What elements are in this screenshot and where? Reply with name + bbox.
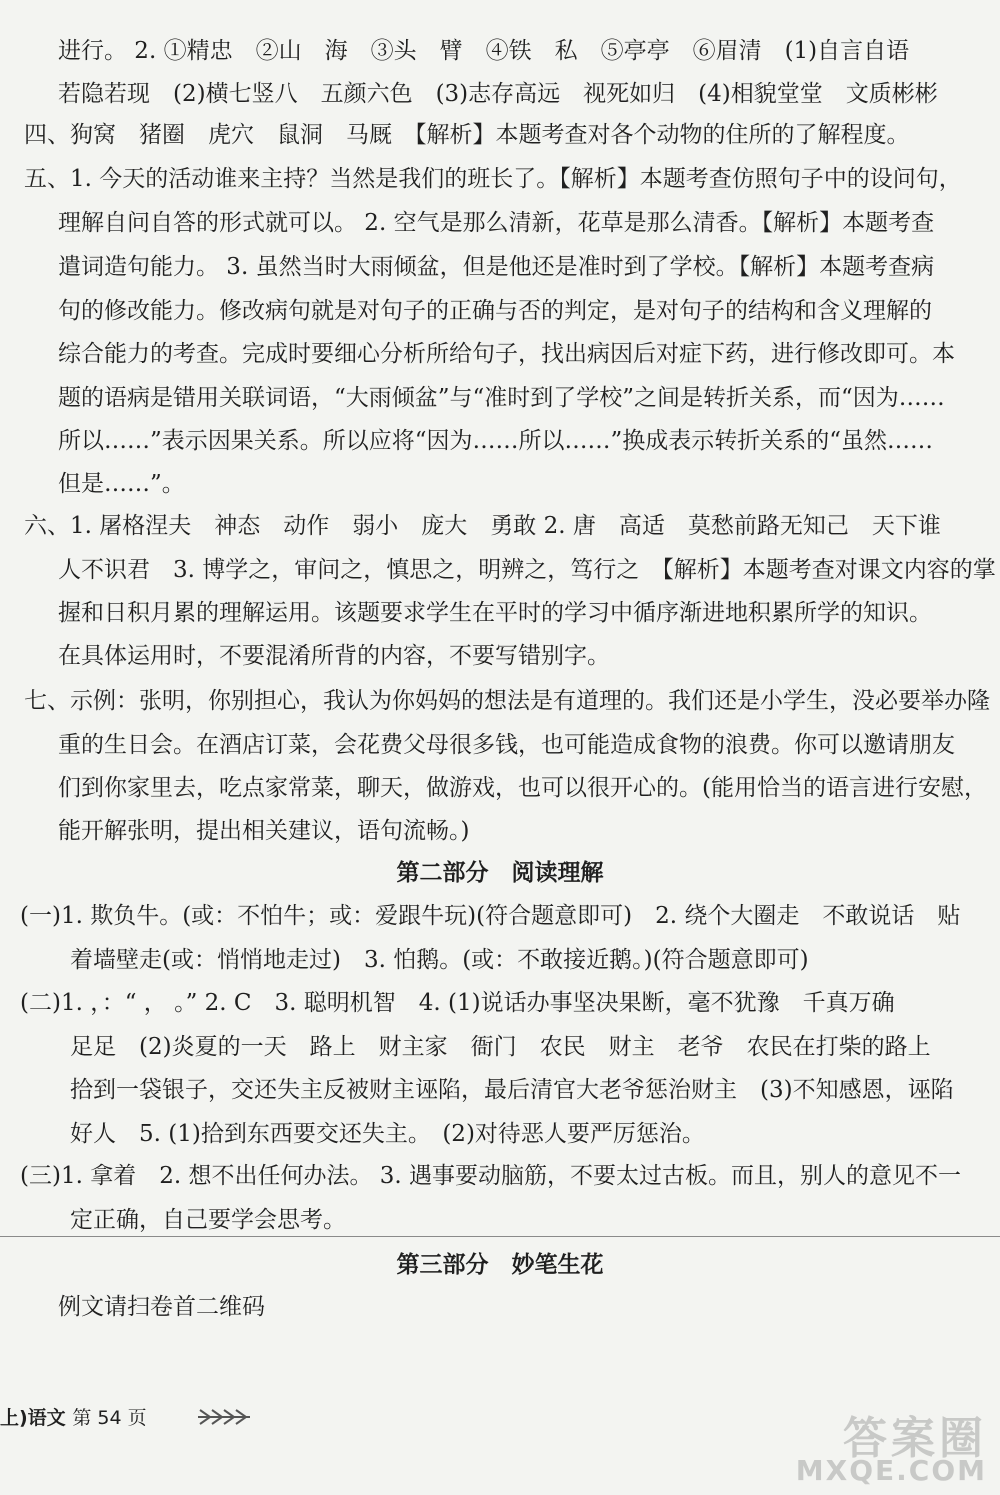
text-line: 进行。 2. ①精忠 ②山 海 ③头 臂 ④铁 私 ⑤亭亭 ⑥眉清 (1)自言自语 xyxy=(58,38,910,64)
text-line: 综合能力的考查。完成时要细心分析所给句子，找出病因后对症下药，进行修改即可。本 xyxy=(58,341,955,367)
text-line: 四、狗窝 猪圈 虎穴 鼠洞 马厩 【解析】本题考查对各个动物的住所的了解程度。 xyxy=(24,122,910,148)
text-line: 足足 (2)炎夏的一天 路上 财主家 衙门 农民 财主 老爷 农民在打柴的路上 xyxy=(70,1034,931,1060)
section-heading: 第二部分 阅读理解 xyxy=(396,860,604,886)
text-line: 定正确，自己要学会思考。 xyxy=(70,1207,346,1233)
text-line: 所以……”表示因果关系。所以应将“因为……所以……”换成表示转折关系的“虽然…… xyxy=(58,428,934,454)
watermark-url: MXQE.COM xyxy=(795,1454,987,1487)
text-line: 例文请扫卷首二维码 xyxy=(58,1294,265,1320)
text-line: 句的修改能力。修改病句就是对句子的正确与否的判定，是对句子的结构和含义理解的 xyxy=(58,298,932,324)
text-line: 拾到一袋银子，交还失主反被财主诬陷，最后清官大老爷惩治财主 (3)不知感恩，诬陷 xyxy=(70,1077,954,1103)
text-line: 着墙壁走(或：悄悄地走过) 3. 怕鹅。(或：不敢接近鹅。)(符合题意即可) xyxy=(70,947,809,973)
text-line: 题的语病是错用关联词语，“大雨倾盆”与“准时到了学校”之间是转折关系，而“因为…… xyxy=(58,385,945,411)
text-line: 重的生日会。在酒店订菜，会花费父母很多钱，也可能造成食物的浪费。你可以邀请朋友 xyxy=(58,732,955,758)
text-line: 理解自问自答的形式就可以。 2. 空气是那么清新，花草是那么清香。【解析】本题考查 xyxy=(58,210,935,236)
text-line: 若隐若现 (2)横七竖八 五颜六色 (3)志存高远 视死如归 (4)相貌堂堂 文质彬彬 xyxy=(58,81,938,107)
text-line: (一)1. 欺负牛。(或：不怕牛；或：爱跟牛玩)(符合题意即可) 2. 绕个大圈走 不敢说话 贴 xyxy=(20,903,961,929)
section-heading: 第三部分 妙笔生花 xyxy=(396,1252,604,1278)
text-line: (三)1. 拿着 2. 想不出任何办法。 3. 遇事要动脑筋，不要太过古板。而且，别人的意见不一 xyxy=(20,1163,962,1189)
text-line: 们到你家里去，吃点家常菜，聊天，做游戏，也可以很开心的。(能用恰当的语言进行安慰， xyxy=(58,775,987,801)
text-line: 七、示例：张明，你别担心，我认为你妈妈的想法是有道理的。我们还是小学生，没必要举办隆 xyxy=(24,688,990,714)
text-line: 在具体运用时，不要混淆所背的内容，不要写错别字。 xyxy=(58,643,610,669)
page-footer xyxy=(0,1403,147,1433)
watermark-logo-text: 答案圈 xyxy=(843,1413,987,1464)
text-line: 能开解张明，提出相关建议，语句流畅。) xyxy=(58,818,470,844)
page-number: 第 54 页 xyxy=(72,1407,147,1429)
text-line: 五、1. 今天的活动谁来主持？当然是我们的班长了。【解析】本题考查仿照句子中的设问句， xyxy=(24,166,962,192)
text-line: 六、1. 屠格涅夫 神态 动作 弱小 庞大 勇敢 2. 唐 高适 莫愁前路无知己 天下谁 xyxy=(24,513,941,539)
text-line: 但是……”。 xyxy=(58,471,185,497)
text-line: 好人 5. (1)拾到东西要交还失主。 (2)对待恶人要严厉惩治。 xyxy=(70,1121,705,1147)
watermark xyxy=(795,1400,995,1490)
text-line: 握和日积月累的理解运用。该题要求学生在平时的学习中循序渐进地积累所学的知识。 xyxy=(58,600,932,626)
section-divider xyxy=(0,1236,1000,1237)
footer-subject: 上)语文 xyxy=(0,1407,66,1429)
text-line: 遣词造句能力。 3. 虽然当时大雨倾盆，但是他还是准时到了学校。【解析】本题考查病 xyxy=(58,254,935,280)
arrows-icon xyxy=(196,1406,256,1428)
text-line: (二)1. ，：“ ， 。” 2. C 3. 聪明机智 4. (1)说话办事坚决果断，毫不犹豫 千真万确 xyxy=(20,990,895,1016)
text-line: 人不识君 3. 博学之，审问之，慎思之，明辨之，笃行之 【解析】本题考查对课文内容的掌 xyxy=(58,557,996,583)
